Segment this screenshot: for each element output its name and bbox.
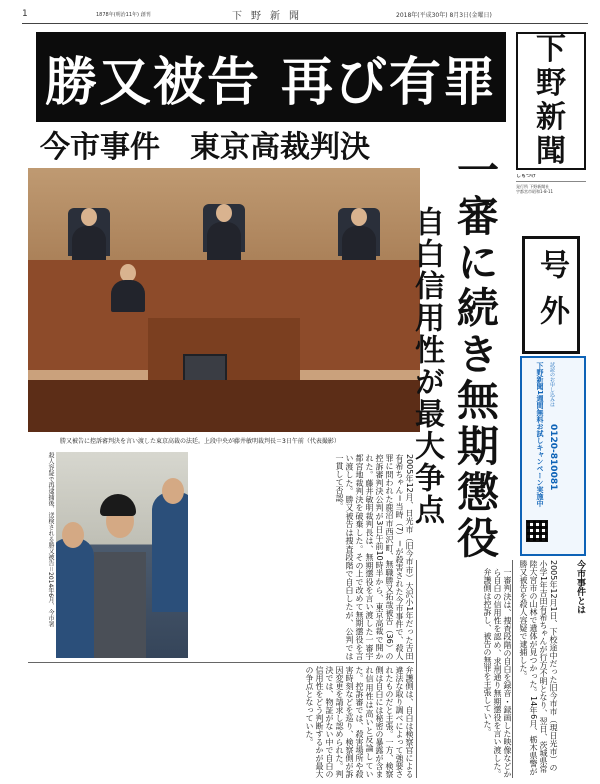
ad-phone[interactable]: 0120-810081 [548,424,558,491]
courtroom-floor [28,380,420,432]
divider [516,181,586,182]
vertical-headline: 一審に続き無期懲役 [451,148,500,562]
police-officer-face [62,522,84,548]
qr-code-icon[interactable] [526,520,548,542]
column-divider [416,560,417,778]
ad-title: 下野新聞1週間無料お試しキャンペーン実施中 [536,362,544,507]
column-divider [28,662,414,663]
sub-headline: 今市事件 東京高裁判決 [40,130,370,165]
defendant-figure [94,552,146,658]
arrest-photo-caption: 殺人容疑で再逮捕後、送検される勝又被告＝2014年6月、今市署 [47,452,54,628]
article-text: 弁護側は、自白は検察官による違法な取り調べによって強要されたものだと主張。一方、検察側は自白には秘密の暴露が含まれ信用性は高いと反論していた。控訴審では、殺害場所や殺害時刻などを巡り、検察側が訴因変更を請求し認められた。判決では、物証がない中で自白の信用性をどう判断するかが最大の争点となっていた。 [305,666,414,778]
masthead-line: 発行所 下野新聞社 [516,184,550,189]
photo-caption: 勝又被告に控訴審判決を言い渡した東京高裁の法廷。上段中央が藤井敏明裁判長＝3日午前（代表撮影） [60,438,340,445]
logo-char: 下 [536,32,566,67]
page-number: 1 [22,9,28,19]
arrest-photo [56,452,188,658]
article-text: 2005年12月、日光市（旧今市市）大沢小1年だった吉田有希ちゃん＝当時（7）＝が殺害された今市事件で、殺人罪に問われた鹿沼市西沢町、無職勝又拓哉被告（36）の控訴審判決公判が3日午前10時半から、東京高裁で開かれた。藤井敏明裁判長は、無期懲役を言い渡した一審宇都宮地裁判決を破棄した。その上で改めて無期懲役を言い渡した。勝又被告は捜査段階で自白したが、公判では一貫して否認。 [335,454,414,660]
ad-subtitle: 試読のお申し込みは [549,362,555,407]
sidebar-text: 2005年12月1日、下校途中だった旧今市市（現日光市）の小学1年吉田有希ちゃんが行方不明となり、翌日、茨城県常陸大宮市の山林で遺体が見つかった。14年6月、栃木県警が勝又被告を殺人容疑で逮捕した。 [519,560,558,776]
issue-date: 2018年(平成30年) 8月3日(金曜日) [396,12,492,19]
main-headline: 勝又被告 再び有罪 [36,32,506,122]
masthead-line: 宇都宮市昭和1-8-11 [516,189,554,194]
police-officer-face [162,478,184,504]
sidebar-heading: 今市事件とは [575,560,585,614]
vertical-subhead: 自白信用性が最大争点 [409,206,444,526]
judge-head [81,208,97,226]
column-divider [512,560,513,778]
judge-head [351,208,367,226]
police-officer-figure [152,492,188,612]
masthead-small: 下野新聞 [232,11,308,22]
logo-char: 新 [536,100,566,135]
logo-char: 聞 [536,134,566,169]
newspaper-logo [516,32,586,170]
issue-info: 1878年(明治11年) 創刊 [96,12,151,18]
extra-edition-badge: 号外 [522,236,580,354]
article-text: 一審判決は、捜査段階の自白を録音・録画した映像などから自白の信用性を認め、求刑通り無期懲役を言い渡した。弁護側は控訴し、被告の無罪を主張していた。 [483,568,512,778]
judge-head [216,204,232,222]
police-officer-figure [56,538,94,658]
masthead-info [516,174,586,232]
courtroom-photo [28,168,420,432]
clerk-figure [111,280,145,312]
top-rule [22,23,588,24]
masthead-caption: しもつけ [516,174,537,179]
logo-char: 野 [536,66,566,101]
